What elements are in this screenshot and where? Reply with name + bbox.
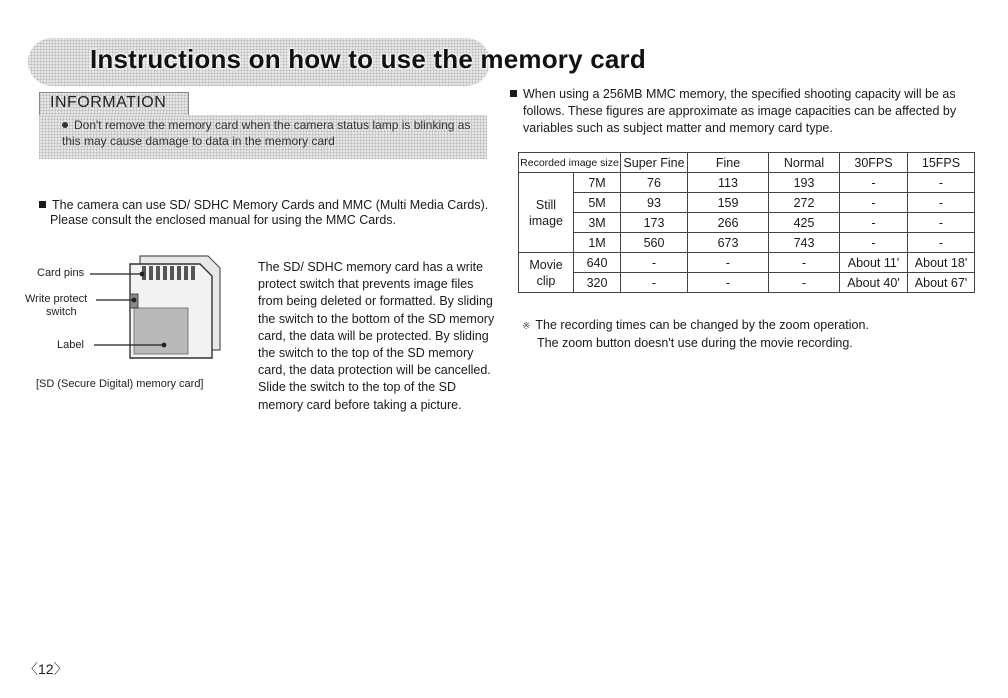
table-cell: 425 [769, 213, 840, 233]
page-number: 〈12〉 [24, 661, 68, 677]
table-row [519, 233, 975, 253]
category-label: Movie [529, 257, 563, 272]
table-cell: - [769, 273, 840, 293]
right-intro-line [510, 86, 956, 103]
table-cell: 113 [688, 173, 769, 193]
sd-description-line: memory card before taking a picture. [258, 397, 462, 412]
sd-description-line: the switch to the top of the SD memory [258, 346, 474, 361]
table-cell: - [840, 173, 908, 193]
sd-description-line: card, the data protection will be cancelled. [258, 363, 491, 378]
table-cell: - [621, 253, 688, 273]
figure-label-write-protect: Write protect [25, 293, 88, 305]
table-cell: 560 [621, 233, 688, 253]
table-header-cell: Fine [688, 153, 769, 173]
information-line-2: this may cause damage to data in the memory card [62, 134, 335, 148]
table-cell: - [688, 273, 769, 293]
sd-description-line: The SD/ SDHC memory card has a write [258, 260, 484, 274]
figure-label-label: Label [57, 339, 84, 351]
sd-description-line: Slide the switch to the top of the SD [258, 380, 457, 395]
category-label: Still [535, 197, 557, 212]
category-label: image [528, 213, 564, 228]
table-cell: 76 [621, 173, 688, 193]
right-intro-text: When using a 256MB MMC memory, the specified shooting capacity will be as [523, 87, 956, 101]
page-title: Instructions on how to use the memory card [90, 44, 646, 74]
table-cell: 1M [574, 233, 621, 253]
note-line-1 [522, 317, 869, 335]
table-header-row [519, 153, 975, 173]
right-intro-line: follows. These figures are approximate as image capacities can be affected by [523, 104, 957, 118]
left-paragraph-text: The camera can use SD/ SDHC Memory Cards and MMC (Multi Media Cards). [52, 198, 489, 212]
table-cell: About 40' [840, 273, 908, 293]
note-text-1: The recording times can be changed by the zoom operation. [535, 318, 869, 332]
table-cell: - [621, 273, 688, 293]
table-cell: 93 [621, 193, 688, 213]
sd-card-description [258, 259, 498, 414]
table-category-still [519, 173, 574, 253]
capacity-table [518, 152, 975, 293]
table-cell: - [769, 253, 840, 273]
table-cell: - [840, 213, 908, 233]
bullet-icon [62, 122, 68, 128]
table-header-cell: 30FPS [840, 153, 908, 173]
table-cell: - [908, 233, 975, 253]
table-cell: About 18' [908, 253, 975, 273]
table-cell: 266 [688, 213, 769, 233]
figure-label-switch: switch [46, 306, 77, 318]
table-header-cell: Recorded image size [519, 153, 621, 173]
table-cell: About 11' [840, 253, 908, 273]
table-row [519, 173, 975, 193]
note-line-2: The zoom button doesn't use during the movie recording. [537, 336, 853, 350]
table-cell: 640 [574, 253, 621, 273]
table-cell: - [840, 193, 908, 213]
table-cell: - [908, 213, 975, 233]
right-intro [510, 86, 956, 137]
left-paragraph-line-2: Please consult the enclosed manual for using the MMC Cards. [50, 213, 397, 227]
table-cell: 7M [574, 173, 621, 193]
table-cell: 159 [688, 193, 769, 213]
table-header-cell: Super Fine [621, 153, 688, 173]
table-category-movie [519, 253, 574, 293]
sd-description-line: card, the data will be protected. By sliding [258, 328, 489, 343]
information-heading: INFORMATION [50, 94, 167, 111]
category-label: clip [536, 273, 556, 288]
table-row [519, 193, 975, 213]
sd-description-line: protect switch that prevents image files [258, 277, 474, 292]
table-cell: - [908, 193, 975, 213]
table-cell: - [908, 173, 975, 193]
table-cell: About 67' [908, 273, 975, 293]
left-paragraph-line-1 [39, 198, 488, 213]
table-cell: 743 [769, 233, 840, 253]
sd-description-line: the switch to the bottom of the SD memory [258, 311, 495, 326]
table-cell: 320 [574, 273, 621, 293]
table-cell: 5M [574, 193, 621, 213]
table-cell: 173 [621, 213, 688, 233]
figure-label-card-pins: Card pins [37, 267, 85, 279]
table-cell: - [688, 253, 769, 273]
table-header-cell: 15FPS [908, 153, 975, 173]
table-cell: 673 [688, 233, 769, 253]
information-text-1: Don't remove the memory card when the camera status lamp is blinking as [74, 118, 471, 132]
note-mark-icon: ※ [522, 321, 531, 332]
table-row [519, 213, 975, 233]
table-row [519, 253, 975, 273]
table-cell: 272 [769, 193, 840, 213]
bullet-icon [510, 90, 517, 97]
table-cell: 3M [574, 213, 621, 233]
table-cell: 193 [769, 173, 840, 193]
information-line-1 [62, 118, 470, 132]
figure-caption: [SD (Secure Digital) memory card] [36, 378, 204, 390]
table-row [519, 273, 975, 293]
sd-description-line: from being deleted or formatted. By sliding [258, 294, 493, 309]
table-header-cell: Normal [769, 153, 840, 173]
table-cell: - [840, 233, 908, 253]
right-intro-line: variables such as subject matter and memory card type. [523, 121, 833, 135]
note-area [522, 317, 869, 352]
bullet-icon [39, 201, 46, 208]
